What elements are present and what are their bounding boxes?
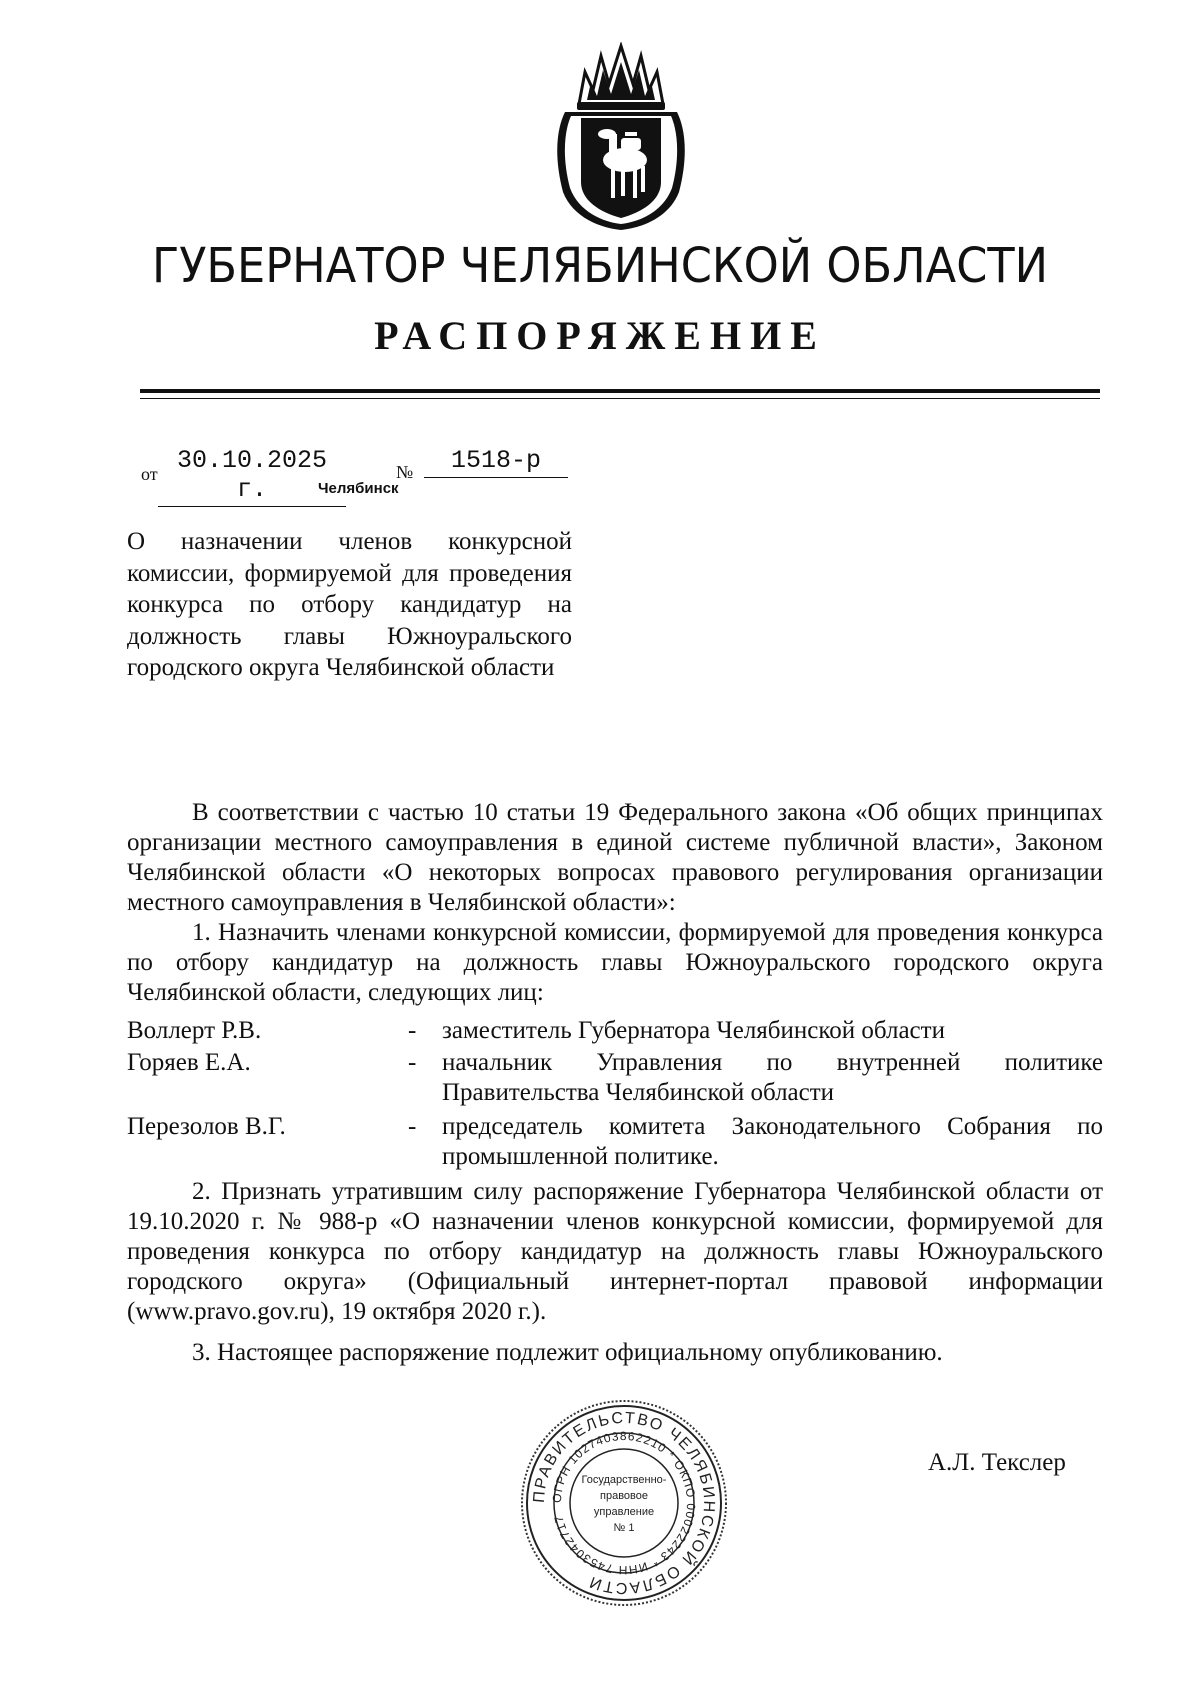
official-seal-stamp [519, 1398, 729, 1608]
seal-outer-ring-text: ПРАВИТЕЛЬСТВО ЧЕЛЯБИНСКОЙ ОБЛАСТИ [530, 1409, 718, 1597]
header-divider-thin [140, 398, 1100, 399]
member-dash: - [408, 1049, 417, 1076]
seal-inner-ring-text: ОГРН 1027403862210 * ОКПО 00022243 * ИНН 7453042717 [549, 1428, 699, 1578]
date-prefix: от [141, 464, 158, 484]
seal-center-line: управление [593, 1506, 655, 1518]
member-role: заместитель Губернатора Челябинской области [442, 1017, 945, 1044]
seal-center-line: Государственно- [581, 1474, 667, 1486]
member-name: Перезолов В.Г. [127, 1113, 286, 1140]
signatory-name: А.Л. Текслер [928, 1449, 1066, 1476]
member-name: Горяев Е.А. [127, 1049, 251, 1076]
header-divider-thick [140, 389, 1100, 393]
member-name: Воллерт Р.В. [127, 1017, 262, 1044]
item-1-paragraph: 1. Назначить членами конкурсной комиссии, формируемой для проведения конкурса по отбору кандидатур на должность главы Южноуральского городского округа Челябинской области, следующих лиц: [127, 919, 1103, 1006]
document-number: 1518-р [424, 446, 568, 478]
seal-center-line: правовое [600, 1490, 648, 1502]
member-dash: - [408, 1017, 417, 1044]
member-role: председатель комитета Законодательного Собрания по промышленной политике. [442, 1113, 1103, 1170]
document-subject: О назначении членов конкурсной комиссии, формируемой для проведения конкурса по отбору кандидатур на должность главы Южноуральского городского округа Челябинской области [127, 528, 572, 681]
item-2-paragraph: 2. Признать утратившим силу распоряжение Губернатора Челябинской области от 19.10.2020 г. № 988-р «О назначении членов конкурсной комиссии, формируемой для проведения конкурса по отбору кандидатур на должность главы Южноуральского городского округа» (Официальный интернет-портал правовой информации (www.pravo.gov.ru), 19 октября 2020 г.). [127, 1178, 1103, 1325]
member-dash: - [408, 1113, 417, 1140]
member-role: начальник Управления по внутренней политике Правительства Челябинской области [442, 1049, 1103, 1106]
number-sign: № [396, 462, 414, 482]
authority-title: ГУБЕРНАТОР ЧЕЛЯБИНСКОЙ ОБЛАСТИ [151, 238, 1049, 294]
document-date: 30.10.2025 г. [158, 446, 346, 507]
item-3-paragraph: 3. Настоящее распоряжение подлежит официальному опубликованию. [192, 1339, 943, 1366]
svg-text:ОГРН 1027403862210 * ОКПО 0002 [550, 1429, 698, 1577]
preamble-paragraph: В соответствии с частью 10 статьи 19 Федерального закона «Об общих принципах организации местного самоуправления в единой системе публичной власти», Законом Челябинской области «О некоторых вопросах правового регулирования организации местного самоуправления в Челябинской области»: [127, 799, 1103, 916]
issue-city: Челябинск [318, 480, 399, 497]
coat-of-arms-emblem [551, 42, 691, 232]
seal-center-line: № 1 [613, 1522, 635, 1534]
document-type: РАСПОРЯЖЕНИЕ [374, 313, 826, 358]
